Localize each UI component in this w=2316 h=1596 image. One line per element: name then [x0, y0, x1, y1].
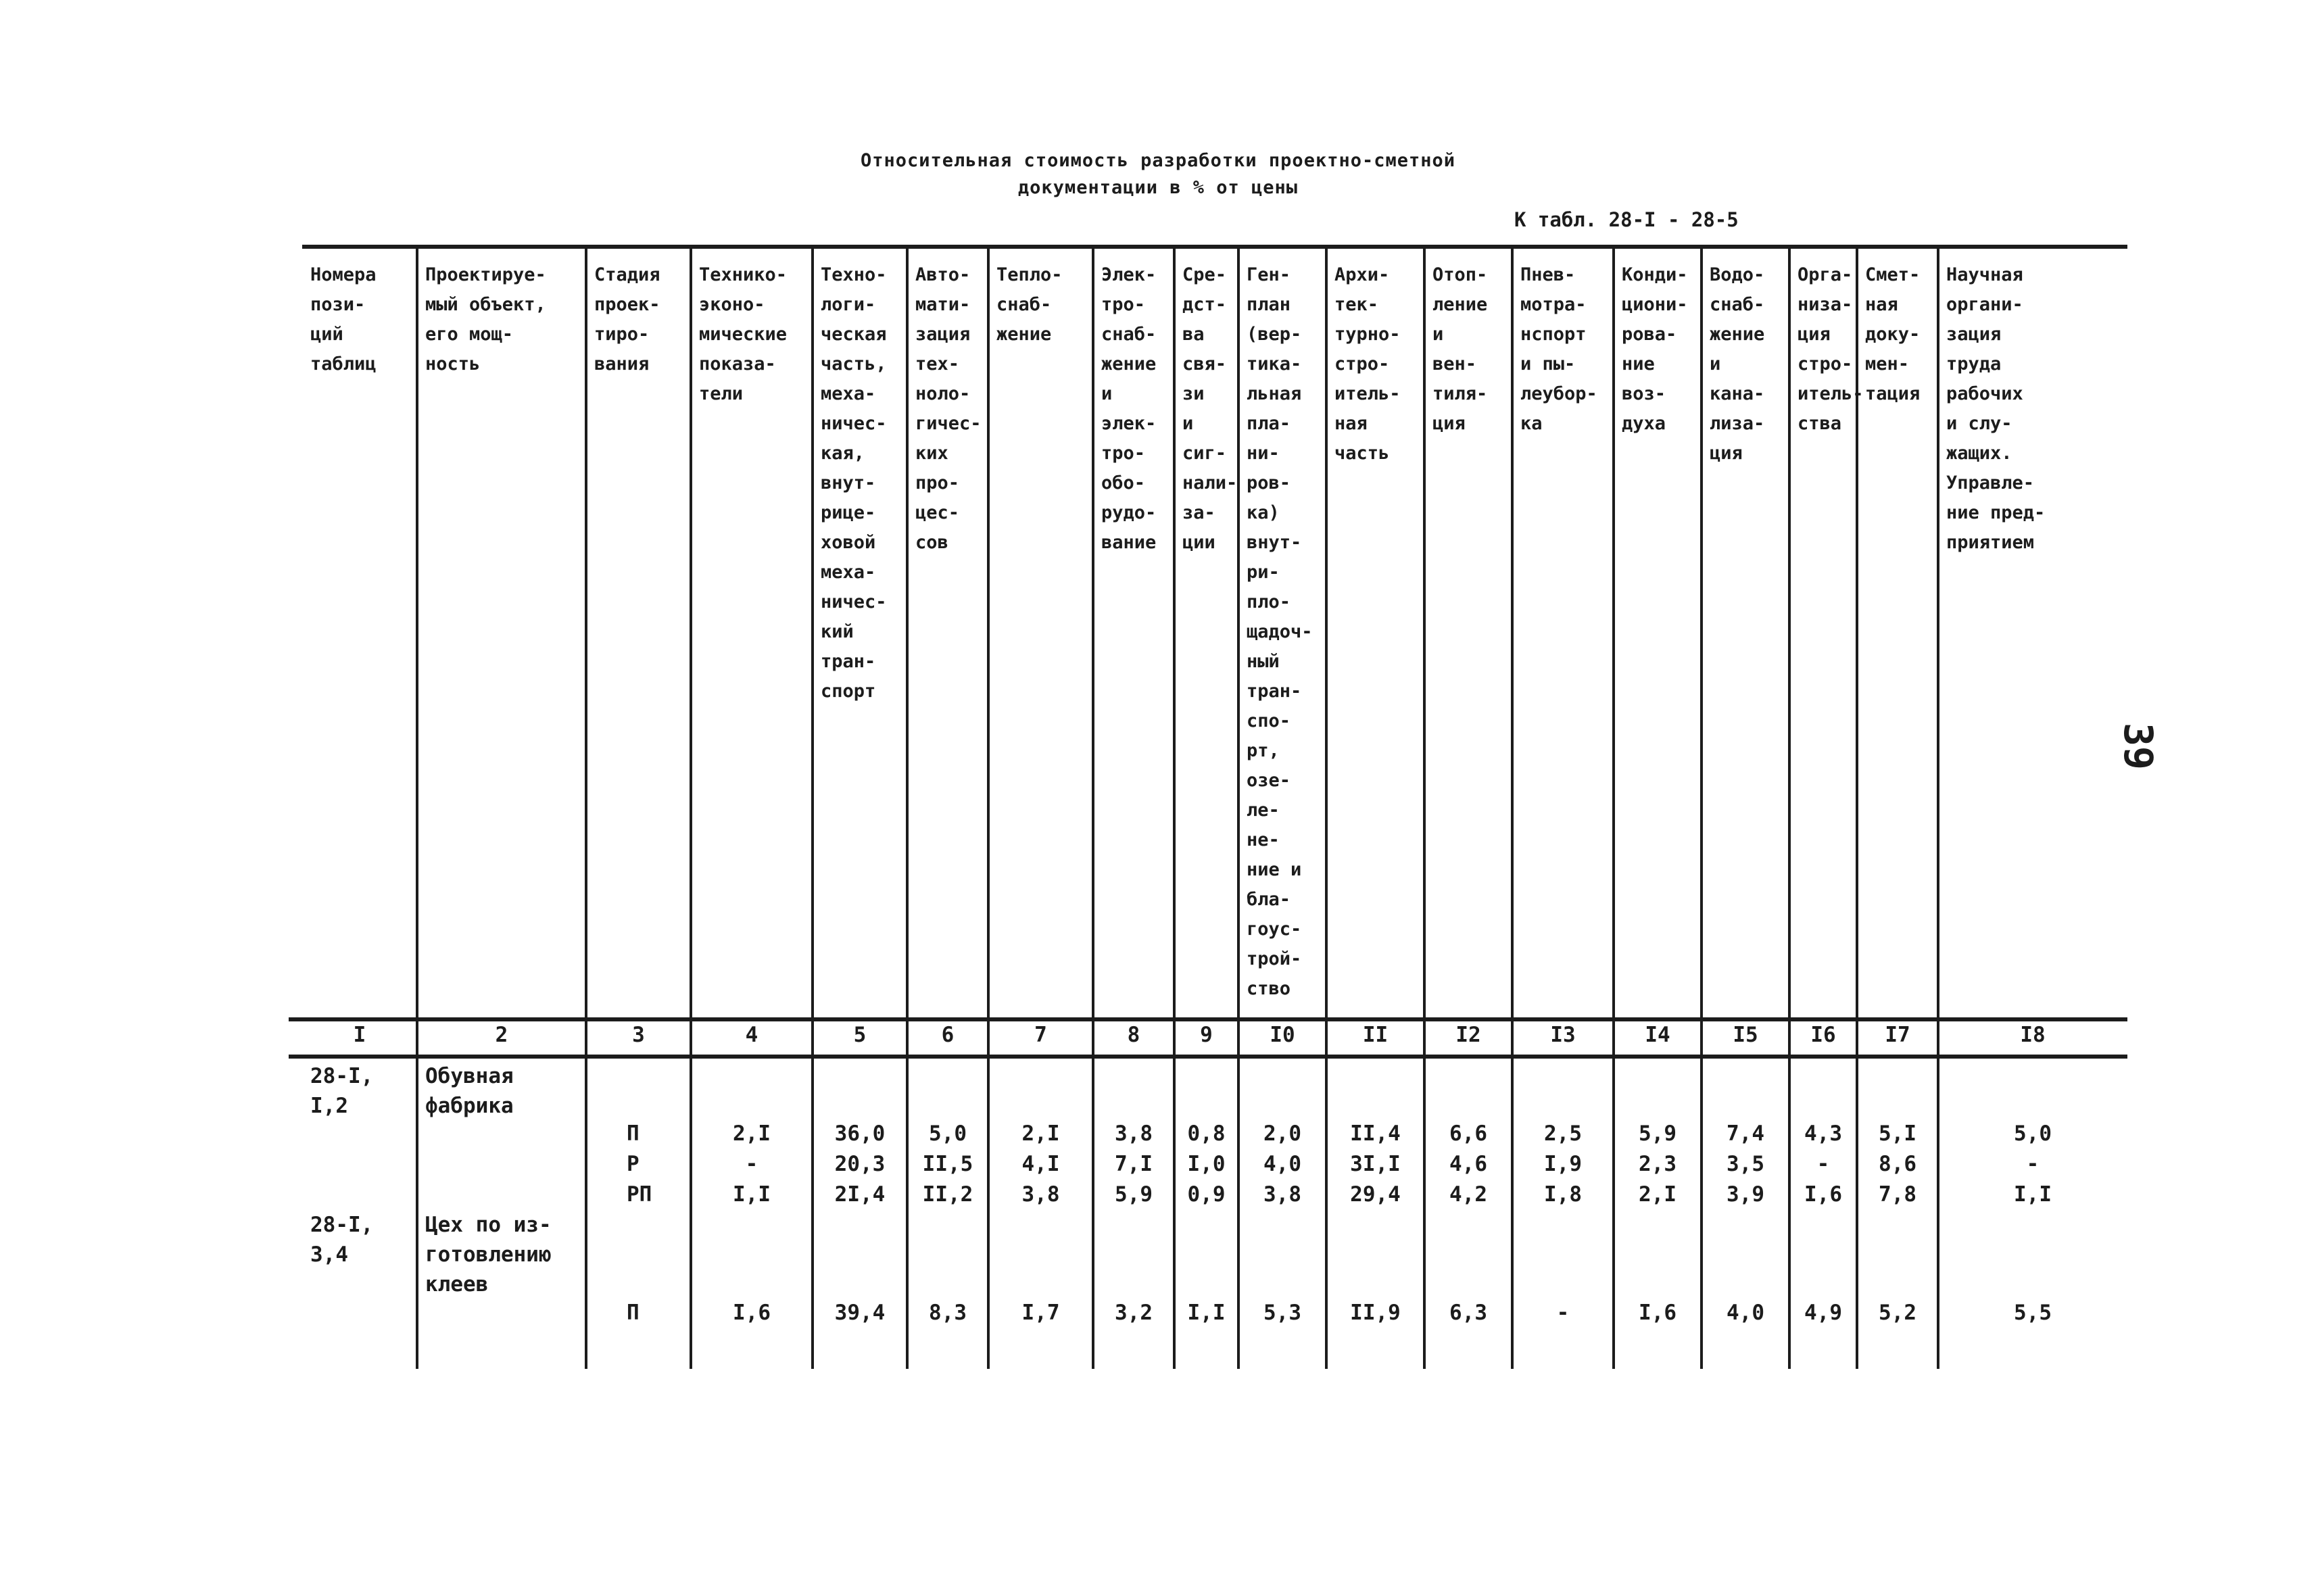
column-header: Элек- тро- снаб- жение и элек- тро- обо- рудо- вание: [1101, 264, 1157, 553]
column-number: I8: [2020, 1023, 2046, 1047]
value-cell: I,7: [1021, 1301, 1060, 1325]
value-cell: 4,9: [1804, 1301, 1842, 1325]
column-header: Стадия проек- тиро- вания: [594, 264, 660, 374]
position-numbers: 28-I, I,2: [310, 1064, 374, 1118]
stage-cell: П: [627, 1121, 640, 1146]
column-number: 9: [1200, 1023, 1213, 1047]
stage-cell: П: [627, 1301, 640, 1325]
value-cell: 3,8: [1021, 1182, 1060, 1207]
value-cell: I,I: [1187, 1301, 1226, 1325]
value-cell: 0,8: [1187, 1121, 1226, 1146]
value-cell: -: [745, 1152, 758, 1176]
value-cell: -: [2026, 1152, 2040, 1176]
column-header: Научная органи- зация труда рабочих и слу- жащих. Управле- ние пред- приятием: [1946, 264, 2046, 553]
value-cell: 2,I: [1021, 1121, 1060, 1146]
value-cell: 4,3: [1804, 1121, 1842, 1146]
value-cell: I,8: [1544, 1182, 1582, 1207]
page-number: 39: [2115, 723, 2161, 770]
numbers-bottom-rule: [289, 1055, 2127, 1059]
value-cell: 5,9: [1639, 1121, 1676, 1146]
column-header: Авто- мати- зация тех- ноло- гичес- ких про- цес- сов: [915, 264, 982, 553]
value-cell: I,I: [733, 1182, 771, 1207]
value-cell: 2,I: [1639, 1182, 1676, 1207]
value-cell: 4,I: [1021, 1152, 1060, 1176]
value-cell: II,4: [1350, 1121, 1401, 1146]
column-number: 2: [495, 1023, 508, 1047]
value-cell: 2,I: [733, 1121, 771, 1146]
column-number: 7: [1034, 1023, 1047, 1047]
column-header: Сре- дст- ва свя- зи и сиг- нали- за- ции: [1182, 264, 1238, 553]
value-cell: 5,0: [2014, 1121, 2052, 1146]
column-header: Конди- циони- рова- ние воз- духа: [1622, 264, 1688, 434]
column-header: Архи- тек- турно- стро- итель- ная часть: [1334, 264, 1401, 464]
value-cell: 3,8: [1115, 1121, 1153, 1146]
column-header: Водо- снаб- жение и кана- лиза- ция: [1710, 264, 1765, 464]
column-header: Проектируе- мый объект, его мощ- ность: [425, 264, 546, 374]
column-number: I5: [1733, 1023, 1758, 1047]
value-cell: I,6: [1804, 1182, 1842, 1207]
value-cell: 36,0: [834, 1121, 886, 1146]
value-cell: 6,6: [1449, 1121, 1487, 1146]
value-cell: 5,0: [929, 1121, 967, 1146]
value-cell: 4,6: [1449, 1152, 1487, 1176]
value-cell: 5,2: [1879, 1301, 1916, 1325]
value-cell: 8,3: [929, 1301, 967, 1325]
column-header: Технико- эконо- мические показа- тели: [699, 264, 788, 404]
value-cell: 8,6: [1879, 1152, 1916, 1176]
column-header: Номера пози- ций таблиц: [310, 264, 377, 374]
column-number: I3: [1550, 1023, 1576, 1047]
column-number: I2: [1455, 1023, 1481, 1047]
value-cell: 7,8: [1879, 1182, 1916, 1207]
column-rule: [416, 247, 418, 1369]
column-header: Пнев- мотра- нспорт и пы- леубор- ка: [1520, 264, 1597, 434]
column-number: 8: [1127, 1023, 1140, 1047]
value-cell: 0,9: [1187, 1182, 1226, 1207]
value-cell: -: [1556, 1301, 1570, 1325]
value-cell: 5,5: [2014, 1301, 2052, 1325]
value-cell: 2I,4: [834, 1182, 886, 1207]
column-rule: [585, 247, 587, 1369]
table-top-rule: [302, 245, 2127, 249]
value-cell: -: [1816, 1152, 1830, 1176]
column-number: I: [353, 1023, 366, 1047]
value-cell: 2,5: [1544, 1121, 1582, 1146]
value-cell: 5,9: [1115, 1182, 1153, 1207]
object-name: Обувная фабрика: [425, 1064, 514, 1118]
value-cell: 29,4: [1350, 1182, 1401, 1207]
column-header: Тепло- снаб- жение: [996, 264, 1063, 345]
value-cell: I,0: [1187, 1152, 1226, 1176]
column-number: II: [1362, 1023, 1389, 1047]
value-cell: 20,3: [834, 1152, 886, 1176]
value-cell: 3,8: [1263, 1182, 1301, 1207]
value-cell: 2,0: [1263, 1121, 1301, 1146]
value-cell: 6,3: [1449, 1301, 1487, 1325]
column-header: Орга- низа- ция стро- итель- ства: [1798, 264, 1864, 434]
value-cell: 39,4: [834, 1301, 886, 1325]
value-cell: 3,2: [1115, 1301, 1153, 1325]
value-cell: II,5: [922, 1152, 973, 1176]
stage-cell: РП: [627, 1182, 652, 1207]
value-cell: 3,5: [1727, 1152, 1764, 1176]
stage-cell: Р: [627, 1152, 640, 1176]
column-number: 3: [632, 1023, 645, 1047]
position-numbers: 28-I, 3,4: [310, 1213, 374, 1267]
column-number: 6: [941, 1023, 955, 1047]
value-cell: II,2: [922, 1182, 973, 1207]
value-cell: 7,I: [1115, 1152, 1153, 1176]
column-number: 5: [853, 1023, 867, 1047]
value-cell: 7,4: [1727, 1121, 1764, 1146]
value-cell: I,6: [1639, 1301, 1676, 1325]
object-name: Цех по из- готовлению клеев: [425, 1213, 552, 1297]
value-cell: 5,I: [1879, 1121, 1916, 1146]
header-bottom-rule: [289, 1017, 2127, 1021]
table-title-line-2: документации в % от цены: [1017, 177, 1299, 198]
column-number: I0: [1270, 1023, 1295, 1047]
value-cell: I,I: [2014, 1182, 2052, 1207]
value-cell: I,9: [1544, 1152, 1582, 1176]
table-title-line-1: Относительная стоимость разработки проектно-сметной: [860, 150, 1456, 171]
column-header: Ген- план (вер- тика- льная пла- ни- ров- ка) внут- ри- пло- щадоч- ный тран- спо- рт, озе- ле- не- ние и бла- гоус- трой- ство: [1247, 264, 1313, 999]
column-header: Техно- логи- ческая часть, меха- ничес- кая, внут- рице- ховой меха- ничес- кий тран- спорт: [821, 264, 887, 702]
column-header: Смет- ная доку- мен- тация: [1865, 264, 1921, 404]
value-cell: II,9: [1350, 1301, 1401, 1325]
column-number: 4: [745, 1023, 758, 1047]
value-cell: 4,0: [1727, 1301, 1764, 1325]
value-cell: 5,3: [1263, 1301, 1301, 1325]
value-cell: 4,0: [1263, 1152, 1301, 1176]
column-header: Отоп- ление и вен- тиля- ция: [1432, 264, 1488, 434]
column-number: I4: [1645, 1023, 1670, 1047]
value-cell: 2,3: [1639, 1152, 1676, 1176]
value-cell: I,6: [733, 1301, 771, 1325]
value-cell: 3,9: [1727, 1182, 1764, 1207]
column-number: I6: [1810, 1023, 1836, 1047]
table-reference: К табл. 28-I - 28-5: [1514, 208, 1739, 231]
column-number: I7: [1885, 1023, 1910, 1047]
value-cell: 3I,I: [1350, 1152, 1401, 1176]
value-cell: 4,2: [1449, 1182, 1487, 1207]
